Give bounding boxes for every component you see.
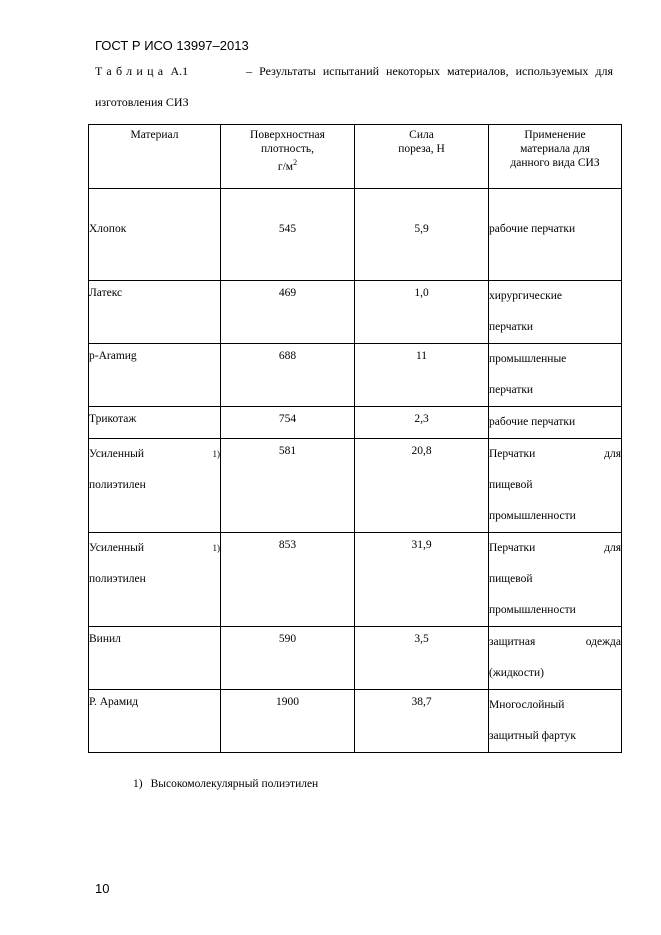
page-number: 10 bbox=[95, 881, 110, 896]
table-row bbox=[89, 439, 622, 533]
header-cut-force: Сила пореза, Н bbox=[355, 125, 489, 189]
cell-application: рабочие перчатки bbox=[489, 189, 622, 281]
cell-density: 1900 bbox=[221, 690, 355, 753]
header-density: Поверхностная плотность, $г/м^2$ bbox=[221, 125, 355, 189]
cell-density: 581 bbox=[221, 439, 355, 533]
cell-density: 590 bbox=[221, 627, 355, 690]
cell-density: 754 bbox=[221, 407, 355, 439]
table-header-row bbox=[89, 125, 622, 189]
cell-application: рабочие перчатки bbox=[489, 407, 622, 439]
cell-application: хирургические перчатки bbox=[489, 281, 622, 344]
cell-density: 545 bbox=[221, 189, 355, 281]
cell-application: Многослойный защитный фартук bbox=[489, 690, 622, 753]
cell-application: защитная одежда (жидкости) bbox=[489, 627, 622, 690]
table-caption bbox=[95, 64, 613, 79]
cell-density: 853 bbox=[221, 533, 355, 627]
footnote-text: Высокомолекулярный полиэтилен bbox=[150, 778, 319, 790]
caption-text: – Результаты испытаний некоторых материалов, используемых для bbox=[246, 64, 613, 78]
cell-material: Усиленный 1) полиэтилен bbox=[89, 439, 221, 533]
cell-material: Хлопок bbox=[89, 189, 221, 281]
footnote-ref: 1) bbox=[212, 449, 220, 459]
cell-force: 20,8 bbox=[355, 439, 489, 533]
cell-material: Усиленный 1) полиэтилен bbox=[89, 533, 221, 627]
footnote bbox=[133, 778, 318, 790]
cell-material: p-Aramиg bbox=[89, 344, 221, 407]
caption-lead: Таблица bbox=[95, 64, 168, 78]
cell-density: 688 bbox=[221, 344, 355, 407]
cell-material: Трикотаж bbox=[89, 407, 221, 439]
footnote-ref: 1) bbox=[212, 543, 220, 553]
cell-material: Винил bbox=[89, 627, 221, 690]
cell-force: 5,9 bbox=[355, 189, 489, 281]
cell-force: 11 bbox=[355, 344, 489, 407]
cell-material: Р. Арамид bbox=[89, 690, 221, 753]
cell-force: 2,3 bbox=[355, 407, 489, 439]
cell-application: Перчатки для пищевой промышленности bbox=[489, 533, 622, 627]
header-material: Материал bbox=[89, 125, 221, 189]
footnote-mark: 1) bbox=[133, 778, 143, 790]
table-row bbox=[89, 281, 622, 344]
header-application: Применение материала для данного вида СИЗ bbox=[489, 125, 622, 189]
caption-number: А.1 bbox=[170, 64, 189, 78]
results-table bbox=[88, 124, 622, 753]
cell-application: промышленные перчатки bbox=[489, 344, 622, 407]
table-row bbox=[89, 690, 622, 753]
table-row bbox=[89, 627, 622, 690]
cell-force: 3,5 bbox=[355, 627, 489, 690]
cell-force: 38,7 bbox=[355, 690, 489, 753]
table-row bbox=[89, 189, 622, 281]
table-row bbox=[89, 533, 622, 627]
table-row bbox=[89, 407, 622, 439]
cell-force: 1,0 bbox=[355, 281, 489, 344]
cell-material: Латекс bbox=[89, 281, 221, 344]
table-row bbox=[89, 344, 622, 407]
caption-text-continued: изготовления СИЗ bbox=[95, 95, 189, 109]
cell-force: 31,9 bbox=[355, 533, 489, 627]
cell-density: 469 bbox=[221, 281, 355, 344]
cell-application: Перчатки для пищевой промышленности bbox=[489, 439, 622, 533]
standard-designation: ГОСТ Р ИСО 13997–2013 bbox=[95, 38, 249, 53]
